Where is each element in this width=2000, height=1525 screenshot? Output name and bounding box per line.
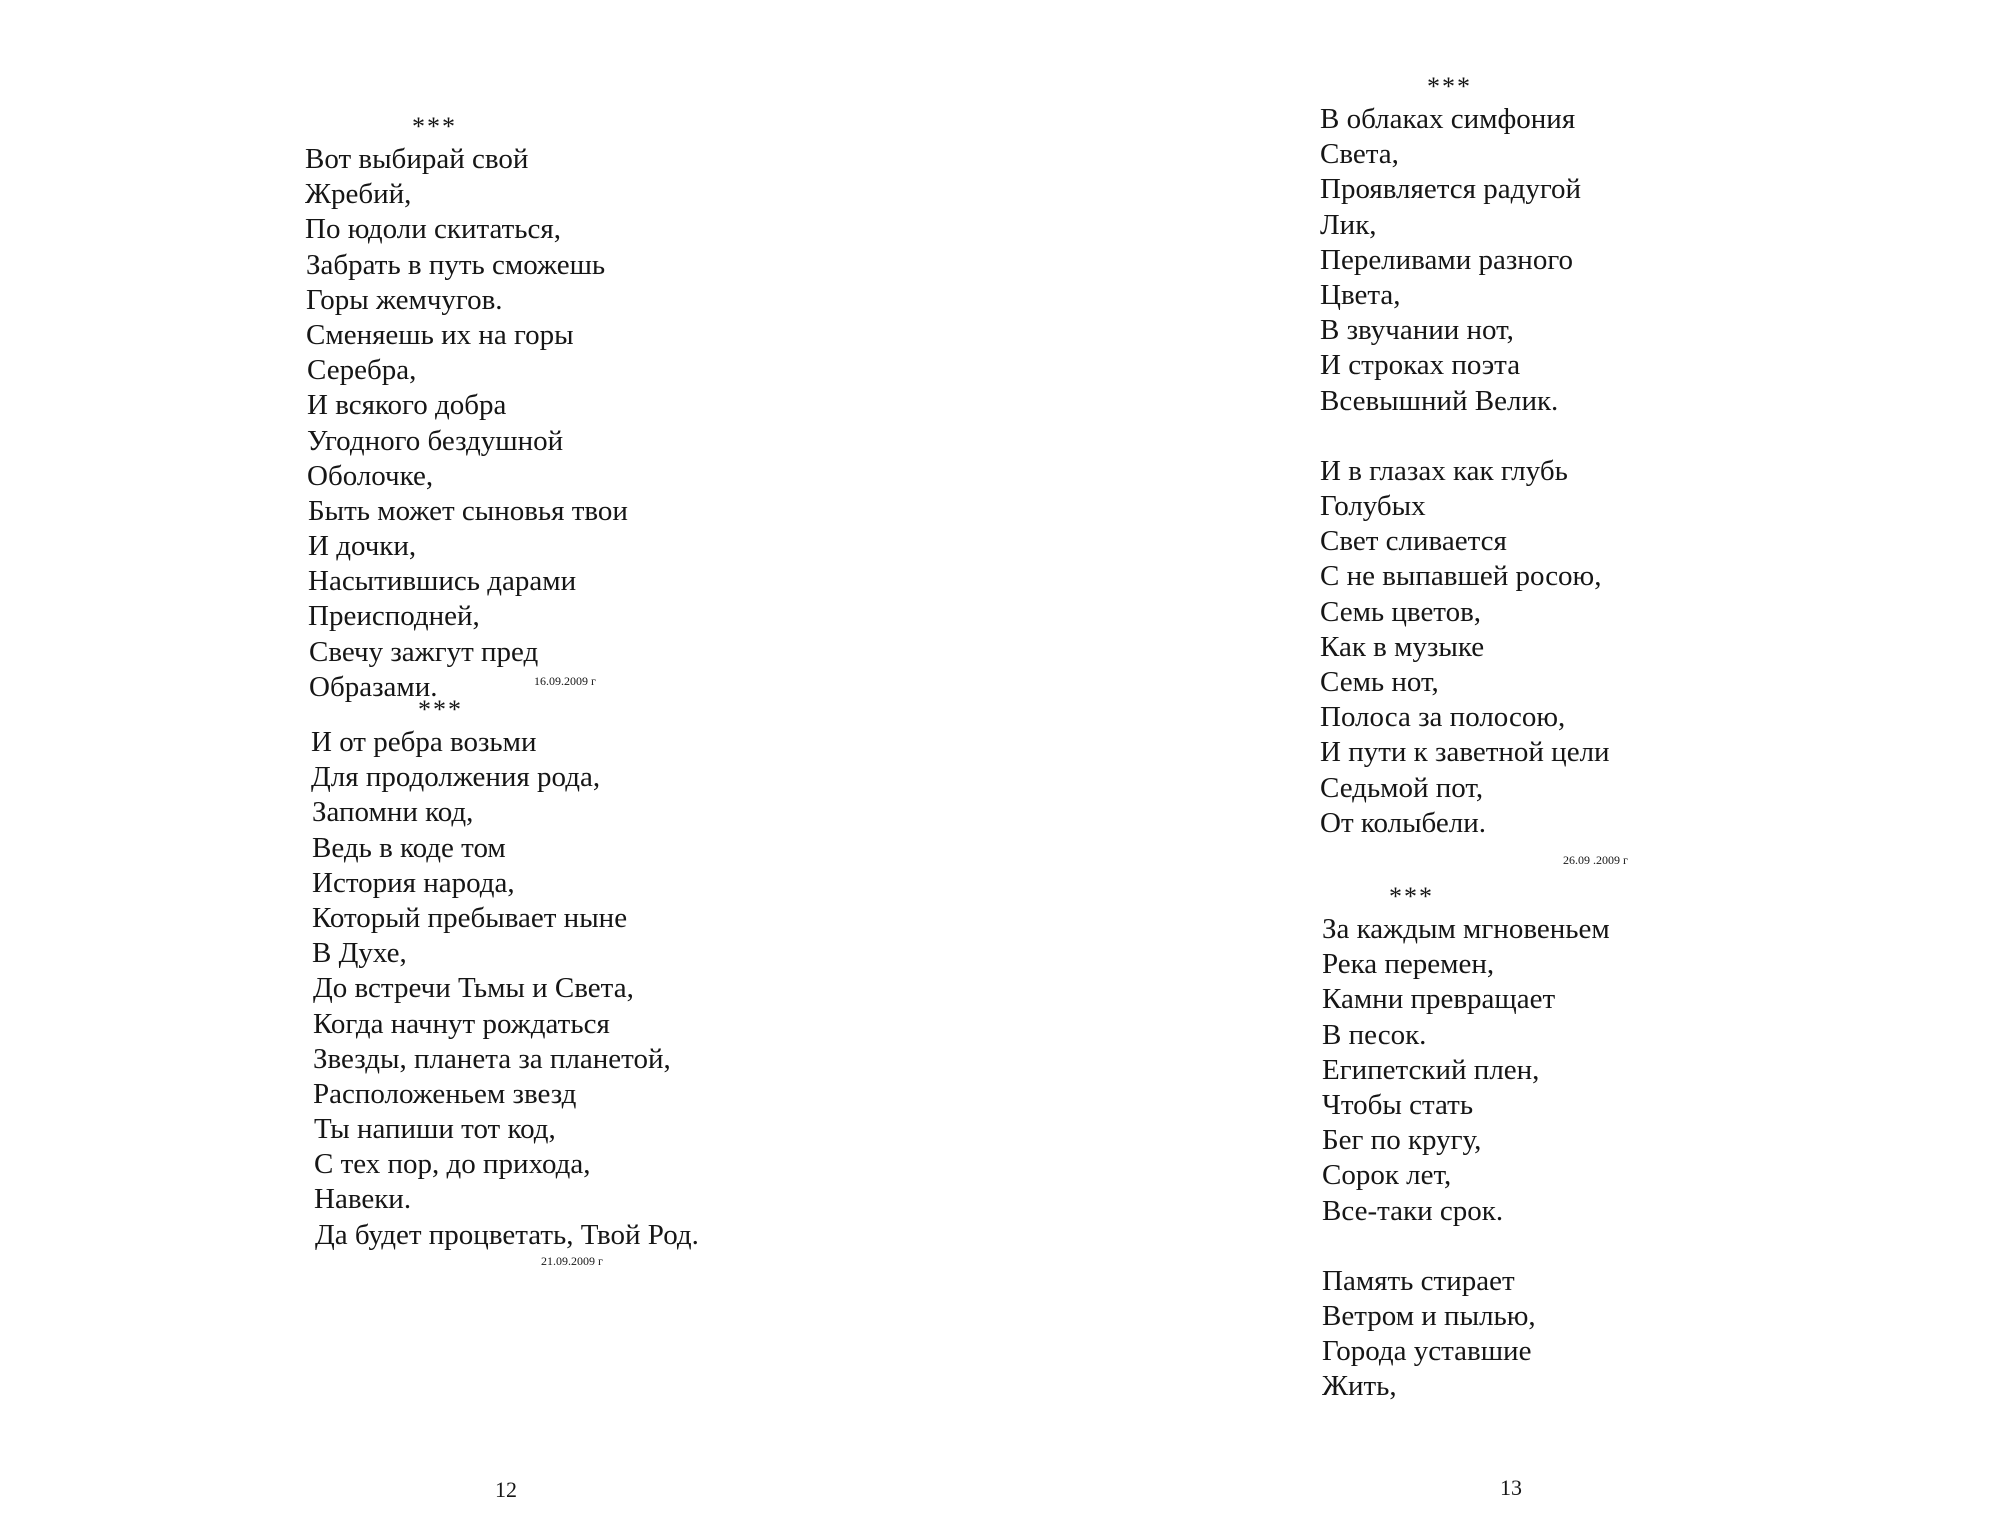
right-poem-1 [1320, 72, 1610, 841]
poem-line: Ты напиши тот код, [314, 1113, 556, 1146]
poem-line: Река перемен, [1322, 948, 1495, 981]
poem-line: Все-таки срок. [1322, 1194, 1504, 1227]
poem-line: Сорок лет, [1322, 1159, 1452, 1192]
poem-line: Седьмой пот, [1320, 771, 1484, 804]
poem-line: Который пребывает ныне [312, 901, 628, 934]
poem-line: В Духе, [312, 937, 407, 970]
poem-line: Семь цветов, [1320, 595, 1482, 628]
poem-separator: *** [412, 112, 457, 141]
poem-line: Сменяешь их на горы [306, 318, 574, 351]
poem-line: Навеки. [314, 1183, 412, 1216]
poem-line: Всевышний Велик. [1320, 384, 1559, 417]
poem-line: Камни превращает [1322, 983, 1556, 1016]
poem-line: Света, [1320, 138, 1399, 171]
poem-line: Расположеньем звезд [313, 1077, 577, 1110]
poem-line: Звезды, планета за планетой, [313, 1042, 671, 1075]
poem-line: Серебра, [307, 354, 417, 387]
left-poem-2 [311, 695, 699, 1253]
right-page [1000, 0, 2000, 1525]
poem-line: И строках поэта [1320, 349, 1521, 382]
poem-line: В облаках симфония [1320, 103, 1576, 135]
poem-line: Вот выбирай свой [305, 143, 529, 175]
poem-line: Свет сливается [1320, 525, 1507, 558]
poem-separator: *** [418, 695, 463, 724]
poem-date: 16.09.2009 г [534, 674, 596, 688]
right-poem-2 [1322, 882, 1610, 1405]
poem-separator: *** [1427, 72, 1472, 101]
poem-line: Египетский плен, [1322, 1053, 1540, 1086]
poem-line: И от ребра возьми [311, 726, 537, 758]
poem-date: 21.09.2009 г [541, 1254, 603, 1268]
page-number: 12 [495, 1477, 517, 1502]
poem-line: Полоса за полосою, [1320, 701, 1566, 734]
poem-line: Жить, [1322, 1370, 1397, 1403]
poem-line: От колыбели. [1320, 806, 1487, 839]
poem-line: Бег по кругу, [1322, 1124, 1482, 1157]
poem-line: Быть может сыновья твои [308, 494, 628, 527]
poem-line: Голубых [1320, 490, 1426, 523]
poem-line: Как в музыке [1320, 630, 1485, 663]
poem-line: Лик, [1320, 208, 1377, 241]
stanza-break [1320, 419, 1610, 454]
poem-line: Ведь в коде том [312, 831, 506, 864]
poem-line: Горы жемчугов. [306, 283, 503, 316]
stanza-break [1322, 1229, 1610, 1264]
poem-line: И дочки, [308, 530, 417, 563]
poem-line: Цвета, [1320, 278, 1401, 311]
poem-line: И пути к заветной цели [1320, 736, 1610, 769]
poem-line: В песок. [1322, 1018, 1427, 1051]
poem-line: Преисподней, [308, 600, 480, 633]
poem-line: С не выпавшей росою, [1320, 560, 1602, 593]
poem-line: Образами. [309, 670, 438, 703]
poem-separator: *** [1389, 882, 1434, 911]
poem-line: Память стирает [1322, 1264, 1515, 1297]
poem-line: С тех пор, до прихода, [314, 1148, 591, 1181]
poem-line: Города уставшие [1322, 1335, 1532, 1368]
poem-line: И в глазах как глубь [1320, 454, 1568, 487]
poem-line: Переливами разного [1320, 243, 1573, 276]
poem-line: Угодного бездушной [307, 424, 564, 457]
poem-line: Запомни код, [312, 796, 474, 829]
poem-line: Оболочке, [307, 459, 434, 492]
poem-line: Да будет процветать, Твой Род. [315, 1218, 699, 1251]
poem-line: Насытившись дарами [308, 565, 577, 598]
poem-line: Забрать в путь сможешь [306, 248, 606, 281]
poem-line: Когда начнут рождаться [313, 1007, 610, 1040]
poem-line: Для продолжения рода, [311, 761, 601, 794]
page-number: 13 [1500, 1475, 1522, 1500]
poem-line: По юдоли скитаться, [305, 213, 561, 246]
poem-line: Жребий, [305, 178, 412, 211]
left-poem-1 [305, 112, 628, 705]
poem-line: Семь нот, [1320, 666, 1439, 698]
poem-line: За каждым мгновеньем [1322, 913, 1610, 945]
poem-line: Ветром и пылью, [1322, 1300, 1536, 1333]
poem-line: Свечу зажгут пред [309, 635, 539, 668]
poem-line: История народа, [312, 866, 515, 899]
poem-date: 26.09 .2009 г [1563, 853, 1628, 867]
poem-line: Чтобы стать [1322, 1088, 1474, 1121]
poem-line: До встречи Тьмы и Света, [313, 972, 634, 1005]
poem-line: Проявляется радугой [1320, 173, 1582, 206]
poem-line: И всякого добра [307, 389, 507, 422]
poem-line: В звучании нот, [1320, 314, 1514, 347]
